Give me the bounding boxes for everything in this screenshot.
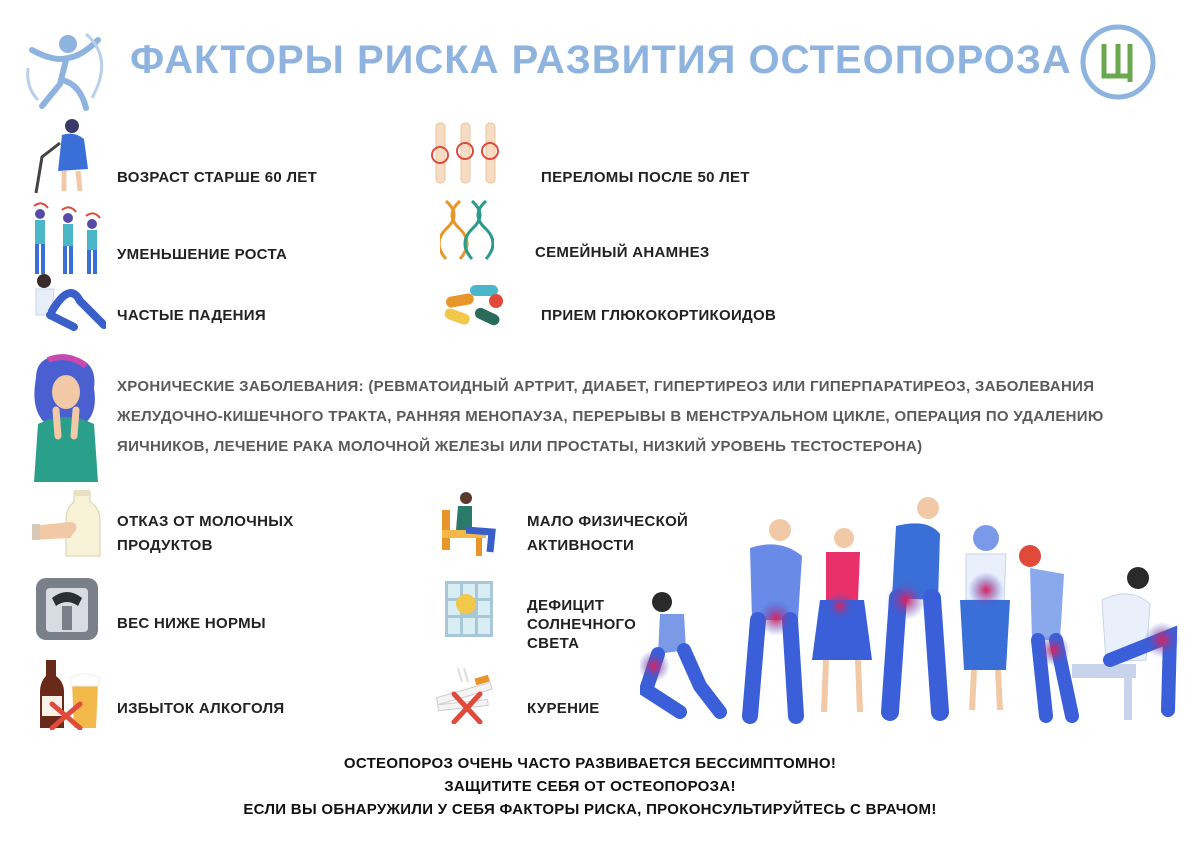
factor-dairy [117,510,294,558]
window-sun-icon [444,580,494,638]
scale-icon [34,576,100,642]
factor-family: СЕМЕЙНЫЙ АНАМНЕЗ [535,244,710,261]
circle-c-logo-icon [1078,22,1158,102]
factor-activity-line2: АКТИВНОСТИ [527,537,635,554]
factor-alcohol: ИЗБЫТОК АЛКОГОЛЯ [117,700,285,717]
factor-height: УМЕНЬШЕНИЕ РОСТА [117,246,288,263]
factor-weight: ВЕС НИЖЕ НОРМЫ [117,615,266,632]
factor-sun-line2: СОЛНЕЧНОГО [527,616,637,633]
factor-sun-line1: ДЕФИЦИТ [527,597,605,614]
factor-sun [527,596,636,653]
worried-woman-icon [28,354,104,482]
factor-glucocorticoids: ПРИЕМ ГЛЮКОКОРТИКОИДОВ [541,307,777,324]
seated-person-icon [436,490,500,558]
factor-falls: ЧАСТЫЕ ПАДЕНИЯ [117,307,266,324]
milk-bottle-icon [30,490,108,560]
footer-message [0,752,1180,821]
factor-dairy-line1: ОТКАЗ ОТ МОЛОЧНЫХ [117,513,294,530]
pills-icon [440,281,510,331]
elderly-woman-cane-icon [34,117,100,195]
factor-sun-line3: СВЕТА [527,635,580,652]
factor-activity-line1: МАЛО ФИЗИЧЕСКОЙ [527,513,689,530]
bone-fracture-icon [428,117,504,187]
people-with-pain-illustration [640,490,1180,730]
factor-age: ВОЗРАСТ СТАРШЕ 60 ЛЕТ [117,169,318,186]
footer-line2: ЗАЩИТИТЕ СЕБЯ ОТ ОСТЕОПОРОЗА! [444,778,736,795]
factor-chronic: ХРОНИЧЕСКИЕ ЗАБОЛЕВАНИЯ: (РЕВМАТОИДНЫЙ АРТРИТ, ДИАБЕТ, ГИПЕРТИРЕОЗ ИЛИ ГИПЕРПАРАТИРЕОЗ, ЗАБОЛЕВАНИЯ ЖЕЛУДОЧНО-КИШЕЧНОГО ТРАКТА, РАННЯЯ МЕНОПАУЗА, ПЕРЕРЫВЫ В МЕНСТРУАЛЬНОМ ЦИКЛЕ, ОПЕРАЦИЯ ПО УДАЛЕНИЮ ЯИЧНИКОВ, ЛЕЧЕНИЕ РАКА МОЛОЧНОЙ ЖЕЛЕЗЫ ИЛИ ПРОСТАТЫ, НИЗКИЙ УРОВЕНЬ ТЕСТОСТЕРОНА) [117,378,1104,455]
footer-line1: ОСТЕОПОРОЗ ОЧЕНЬ ЧАСТО РАЗВИВАЕТСЯ БЕССИМПТОМНО! [343,755,837,772]
shrinking-height-icon [30,200,106,276]
factor-fractures: ПЕРЕЛОМЫ ПОСЛЕ 50 ЛЕТ [541,169,750,186]
stick-figure-logo-icon [24,28,110,112]
cigarette-icon [434,668,502,724]
factor-smoking: КУРЕНИЕ [527,700,600,717]
falling-person-icon [30,271,106,331]
page-title: ФАКТОРЫ РИСКА РАЗВИТИЯ ОСТЕОПОРОЗА [130,38,1072,82]
factor-dairy-line2: ПРОДУКТОВ [117,537,213,554]
footer-line3: ЕСЛИ ВЫ ОБНАРУЖИЛИ У СЕБЯ ФАКТОРЫ РИСКА, ПРОКОНСУЛЬТИРУЙТЕСЬ С ВРАЧОМ! [243,801,937,818]
alcohol-icon [40,660,102,730]
dna-icon [440,199,494,261]
